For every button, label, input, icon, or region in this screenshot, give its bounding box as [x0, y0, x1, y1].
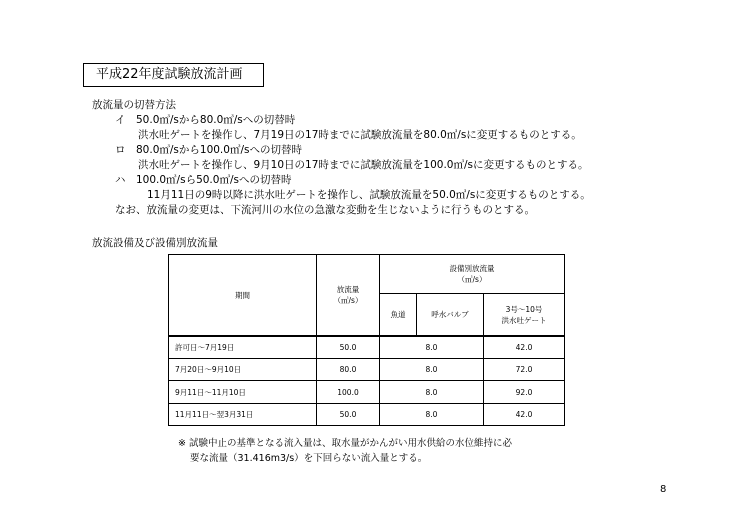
header-fishway: 魚道 [380, 294, 417, 336]
switch-item-detail: 洪水吐ゲートを操作し、9月10日の17時までに試験放流量を100.0㎥/sに変更するものとする。 [138, 159, 589, 171]
header-spillway-gate: 3号～10号 洪水吐ゲート [484, 294, 565, 336]
cell-discharge: 80.0 [317, 359, 380, 381]
cell-discharge: 50.0 [317, 336, 380, 358]
table-row [169, 336, 565, 358]
cell-period: 9月11日～11月10日 [169, 381, 317, 403]
switch-item-label: ロ 80.0㎥/sから100.0㎥/sへの切替時 [115, 144, 302, 156]
cell-gate: 42.0 [484, 336, 565, 358]
cell-period: 7月20日～9月10日 [169, 359, 317, 381]
document-title: 平成22年度試験放流計画 [83, 63, 264, 87]
cell-fishway-valve: 8.0 [380, 381, 484, 403]
cell-gate: 92.0 [484, 381, 565, 403]
table-row [169, 403, 565, 425]
header-priming-valve: 呼水バルブ [417, 294, 484, 336]
table-row [169, 359, 565, 381]
switch-item-label: ハ 100.0㎥/sら50.0㎥/sへの切替時 [115, 174, 292, 186]
table-header-row [169, 255, 565, 294]
footnote-line: 要な流量（31.416m3/s）を下回らない流入量とする。 [190, 453, 428, 464]
table-title: 放流設備及び設備別放流量 [92, 237, 218, 249]
cell-period: 許可日～7月19日 [169, 336, 317, 358]
table-row [169, 381, 565, 403]
switch-item-detail: 11月11日の9時以降に洪水吐ゲートを操作し、試験放流量を50.0㎥/sに変更するものとする。 [147, 189, 591, 201]
cell-fishway-valve: 8.0 [380, 403, 484, 425]
page-number: 8 [660, 484, 667, 495]
cell-discharge: 100.0 [317, 381, 380, 403]
header-by-facility: 設備別放流量 （㎥/s） [380, 255, 565, 294]
header-discharge: 放流量 （㎥/s） [317, 255, 380, 337]
switch-item-detail: 洪水吐ゲートを操作し、7月19日の17時までに試験放流量を80.0㎥/sに変更するものとする。 [138, 129, 582, 141]
cell-fishway-valve: 8.0 [380, 336, 484, 358]
cell-discharge: 50.0 [317, 403, 380, 425]
cell-period: 11月11日～翌3月31日 [169, 403, 317, 425]
cell-gate: 72.0 [484, 359, 565, 381]
switching-method-heading: 放流量の切替方法 [92, 99, 176, 111]
discharge-table [168, 254, 565, 426]
footnote-line: ※ 試験中止の基準となる流入量は、取水量がかんがい用水供給の水位維持に必 [178, 438, 512, 449]
switching-method-section [92, 98, 591, 218]
header-period: 期間 [169, 255, 317, 337]
cell-gate: 42.0 [484, 403, 565, 425]
cell-fishway-valve: 8.0 [380, 359, 484, 381]
switch-item-label: イ 50.0㎥/sから80.0㎥/sへの切替時 [115, 114, 296, 126]
switching-method-footer: なお、放流量の変更は、下流河川の水位の急激な変動を生じないように行うものとする。 [115, 204, 535, 216]
footnote [178, 436, 512, 466]
